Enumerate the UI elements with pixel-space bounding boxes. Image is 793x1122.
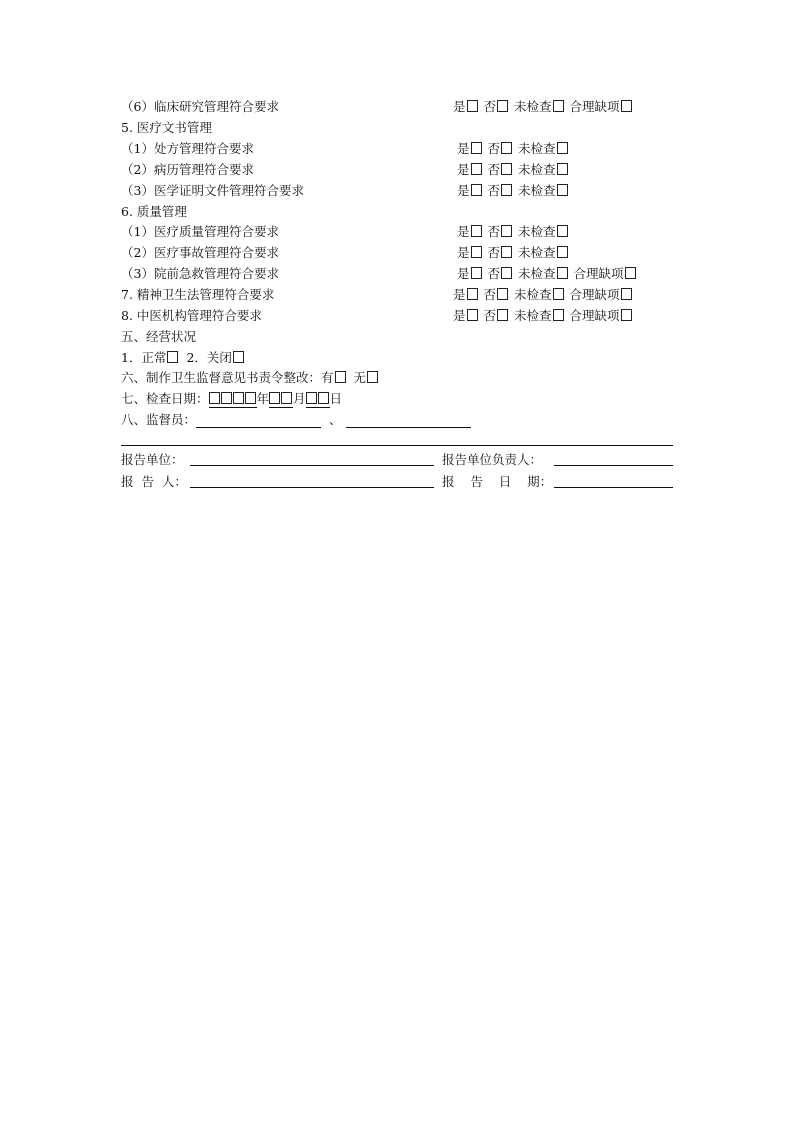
checklist-option-label: 是: [457, 224, 470, 239]
inspection-date-year-boxes[interactable]: [209, 391, 257, 408]
checklist-option-checkbox[interactable]: [557, 163, 568, 175]
footer-divider: [121, 445, 673, 446]
checklist-option-checkbox[interactable]: [553, 100, 564, 112]
checklist-option-checkbox[interactable]: [557, 225, 568, 237]
checklist-option-checkbox[interactable]: [467, 288, 478, 300]
checklist-option[interactable]: [453, 308, 478, 323]
checklist-option-checkbox[interactable]: [497, 309, 508, 321]
rectification-order-line: [121, 370, 378, 386]
checklist-option-label: 未检查: [518, 224, 556, 239]
checklist-option[interactable]: [518, 266, 568, 281]
checklist-option-label: 否: [487, 266, 501, 281]
checklist-item-options: [453, 99, 638, 115]
report-unit-label: 报告单位：: [121, 452, 184, 467]
checklist-option-label: 否: [487, 245, 501, 260]
checklist-item-label: 8. 中医机构管理符合要求: [121, 308, 262, 323]
status-closed-checkbox[interactable]: [233, 351, 244, 363]
checklist-option-label: 是: [457, 183, 470, 198]
checklist-option[interactable]: [518, 162, 568, 177]
checklist-item-label: （2）医疗事故管理符合要求: [121, 245, 279, 260]
checklist-option-label: 合理缺项: [573, 266, 624, 281]
checklist-option-label: 否: [483, 308, 497, 323]
rectification-yes-checkbox[interactable]: [335, 371, 346, 383]
checklist-option-label: 合理缺项: [569, 287, 620, 302]
month-label: 月: [293, 391, 306, 406]
checklist-option-label: 是: [453, 308, 466, 323]
checklist-option[interactable]: [514, 287, 564, 302]
checklist-option[interactable]: [488, 183, 513, 198]
status-normal-label: 1．正常: [121, 350, 167, 365]
checklist-option-label: 否: [487, 183, 501, 198]
checklist-option-label: 否: [487, 141, 501, 156]
checklist-item-label: （6）临床研究管理符合要求: [121, 99, 279, 114]
supervisor-2-field[interactable]: [346, 414, 471, 428]
checklist-option[interactable]: [518, 245, 568, 260]
checklist-option[interactable]: [570, 308, 632, 323]
checklist-item-label: 7. 精神卫生法管理符合要求: [121, 287, 275, 302]
inspection-date-day-boxes[interactable]: [306, 391, 330, 408]
checklist-option-label: 未检查: [514, 99, 552, 114]
checklist-item-label: 6. 质量管理: [121, 204, 187, 219]
checklist-option[interactable]: [570, 99, 632, 114]
checklist-item-label: （1）医疗质量管理符合要求: [121, 224, 279, 239]
checklist-item-options: [457, 266, 642, 282]
checklist-item-options: [457, 141, 574, 157]
checklist-option-checkbox[interactable]: [501, 163, 512, 175]
checklist-option[interactable]: [574, 266, 636, 281]
checklist-option-checkbox[interactable]: [621, 100, 632, 112]
checklist-item-label: （1）处方管理符合要求: [121, 141, 254, 156]
checklist-option[interactable]: [457, 183, 482, 198]
checklist-option-checkbox[interactable]: [467, 309, 478, 321]
checklist-option-label: 是: [453, 99, 466, 114]
checklist-option-label: 否: [487, 162, 501, 177]
checklist-option[interactable]: [457, 224, 482, 239]
checklist-option-checkbox[interactable]: [471, 267, 482, 279]
checklist-item-label: （2）病历管理符合要求: [121, 162, 254, 177]
checklist-option-checkbox[interactable]: [501, 142, 512, 154]
checklist-option[interactable]: [518, 183, 568, 198]
checklist-option-checkbox[interactable]: [471, 184, 482, 196]
checklist-option[interactable]: [457, 266, 482, 281]
status-closed-label: 2．关闭: [186, 350, 232, 365]
checklist-option[interactable]: [453, 99, 478, 114]
checklist-option-label: 未检查: [514, 287, 552, 302]
checklist-option-checkbox[interactable]: [557, 142, 568, 154]
checklist-option-checkbox[interactable]: [471, 246, 482, 258]
checklist-option-label: 是: [457, 245, 470, 260]
checklist-option-checkbox[interactable]: [501, 225, 512, 237]
supervisor-1-field[interactable]: [196, 414, 321, 428]
year-label: 年: [256, 391, 270, 406]
checklist-option-label: 未检查: [518, 266, 556, 281]
checklist-option-checkbox[interactable]: [501, 184, 512, 196]
report-date-label: 报 告 日 期：: [442, 474, 553, 489]
checklist-item-options: [453, 287, 638, 303]
checklist-option[interactable]: [453, 287, 478, 302]
section-5-title: 五、经营状况: [121, 329, 197, 344]
rectification-no-label: 无: [353, 370, 367, 385]
inspection-date-line: [121, 391, 342, 407]
checklist-item-options: [453, 308, 638, 324]
checklist-option[interactable]: [457, 162, 482, 177]
checklist-option[interactable]: [570, 287, 632, 302]
checklist-option-label: 未检查: [518, 162, 556, 177]
checklist-option[interactable]: [518, 224, 568, 239]
unit-leader-field[interactable]: [554, 452, 673, 466]
inspection-date-month-boxes[interactable]: [269, 391, 293, 408]
checklist-item-label: 5. 医疗文书管理: [121, 120, 212, 135]
checklist-option[interactable]: [484, 308, 509, 323]
report-date-field[interactable]: [554, 474, 673, 488]
checklist-option-label: 是: [457, 266, 470, 281]
checklist-option-checkbox[interactable]: [501, 267, 512, 279]
checklist-option[interactable]: [514, 308, 564, 323]
reporter-label: 报 告 人：: [121, 474, 187, 489]
checklist-option-checkbox[interactable]: [557, 267, 568, 279]
checklist-option-label: 是: [453, 287, 466, 302]
checklist-option-label: 未检查: [518, 245, 556, 260]
checklist-option[interactable]: [514, 99, 564, 114]
checklist-item-label: （3）医学证明文件管理符合要求: [121, 183, 304, 198]
checklist-option-label: 未检查: [518, 183, 556, 198]
checklist-item-options: [457, 224, 574, 240]
checklist-option-checkbox[interactable]: [621, 309, 632, 321]
checklist-option-label: 是: [457, 162, 470, 177]
checklist-option-checkbox[interactable]: [621, 288, 632, 300]
checklist-option-checkbox[interactable]: [471, 225, 482, 237]
status-normal-checkbox[interactable]: [167, 351, 178, 363]
day-label: 日: [329, 391, 343, 406]
checklist-option-checkbox[interactable]: [553, 288, 564, 300]
checklist-item-options: [457, 183, 574, 199]
checklist-option[interactable]: [457, 245, 482, 260]
checklist-option[interactable]: [484, 287, 509, 302]
checklist-option-label: 未检查: [514, 308, 552, 323]
business-status-options: [121, 350, 244, 366]
unit-leader-label: 报告单位负责人：: [442, 452, 543, 467]
checklist-option-checkbox[interactable]: [471, 163, 482, 175]
checklist-option-label: 否: [483, 287, 497, 302]
checklist-option[interactable]: [484, 99, 509, 114]
checklist-option[interactable]: [457, 141, 482, 156]
checklist-option[interactable]: [488, 245, 513, 260]
checklist-option[interactable]: [488, 266, 513, 281]
rectification-yes-label: 有: [321, 370, 334, 385]
supervisors-separator: 、: [329, 412, 342, 427]
checklist-option-checkbox[interactable]: [557, 184, 568, 196]
checklist-option-checkbox[interactable]: [467, 100, 478, 112]
checklist-option-checkbox[interactable]: [471, 142, 482, 154]
checklist-option-label: 合理缺项: [569, 308, 620, 323]
checklist-option-checkbox[interactable]: [553, 309, 564, 321]
checklist-option-checkbox[interactable]: [497, 100, 508, 112]
rectification-label: 六、制作卫生监督意见书责令整改：: [121, 370, 322, 385]
checklist-option-checkbox[interactable]: [625, 267, 636, 279]
report-unit-field[interactable]: [190, 452, 434, 466]
supervisors-line: [121, 412, 471, 428]
checklist-option-checkbox[interactable]: [497, 288, 508, 300]
checklist-option[interactable]: [488, 162, 513, 177]
checklist-option[interactable]: [518, 141, 568, 156]
checklist-item-options: [457, 162, 574, 178]
rectification-no-checkbox[interactable]: [367, 371, 378, 383]
inspection-date-label: 七、检查日期：: [121, 391, 209, 406]
checklist-item-options: [457, 245, 574, 261]
checklist-option-label: 否: [483, 99, 497, 114]
checklist-option[interactable]: [488, 141, 513, 156]
checklist-option[interactable]: [488, 224, 513, 239]
checklist-option-checkbox[interactable]: [557, 246, 568, 258]
reporter-field[interactable]: [190, 474, 434, 488]
checklist-item-label: （3）院前急救管理符合要求: [121, 266, 279, 281]
checklist-option-label: 否: [487, 224, 501, 239]
checklist-option-label: 合理缺项: [569, 99, 620, 114]
checklist-option-checkbox[interactable]: [501, 246, 512, 258]
checklist-option-label: 是: [457, 141, 470, 156]
supervisors-label: 八、监督员：: [121, 412, 197, 427]
checklist-option-label: 未检查: [518, 141, 556, 156]
